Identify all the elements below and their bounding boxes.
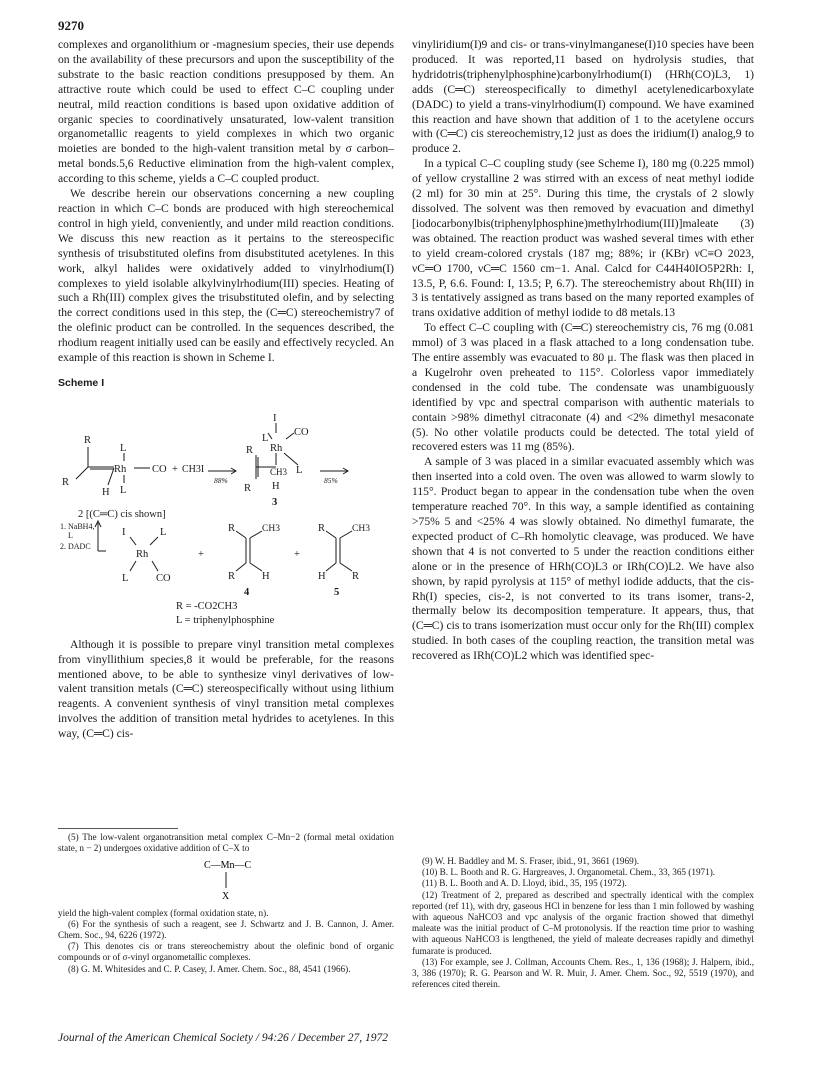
- svg-text:CH3: CH3: [262, 523, 280, 534]
- svg-text:L = triphenylphosphine: L = triphenylphosphine: [176, 614, 275, 626]
- svg-text:Rh: Rh: [136, 548, 149, 560]
- svg-text:R = -CO2CH3: R = -CO2CH3: [176, 600, 238, 612]
- paragraph: To effect C–C coupling with (C═C) stereochemistry cis, 76 mg (0.081 mmol) of 3 was placed in a flask attached to a long condensation tube. The entire assembly was evacuated to 80 μ. The flask was then placed in a Kugelrohr oven preheated to 115°. Colorless vapor immediately condensed in the cold tube. The condensate was unambiguously identified by vpc and spectral comparison with authentic materials to contain >98% dimethyl citraconate (4) and <2% dimethyl mesaconate (5). No other volatile products could be detected. The total yield of recovered esters was 11 mg (85%).: [412, 321, 754, 454]
- footnote: (6) For the synthesis of such a reagent, see J. Schwartz and J. B. Cannon, J. Amer. Chem. Soc., 94, 6226 (1972).: [58, 918, 394, 941]
- paragraph: We describe herein our observations concerning a new coupling reaction in which C–C bonds are produced with high stereochemical control in high yield, conveniently, and under mild reaction conditions. We discuss this new reaction as it pertains to the stereospecific synthesis of trisubstituted olefins from disubstituted acetylenes. In this work, alkyl halides were oxidatively added to vinylrhodium(I) complexes to yield isolable alkylvinylrhodium(III) species. Heating of such a Rh(III) complex gives the trisubstituted olefin, and by selecting the correct conditions used in this step, the (C═C) stereochemistry7 of the olefinic product can be controlled. In the sequences described, the rhodium reagent initially used can be easily and effectively recycled. An example of this reaction is shown in Scheme I.: [58, 187, 394, 365]
- svg-text:L: L: [296, 464, 303, 476]
- footnote: (11) B. L. Booth and A. D. Lloyd, ibid., 35, 195 (1972).: [422, 878, 627, 889]
- paragraph: A sample of 3 was placed in a similar evacuated assembly which was then inserted into a cold oven. The oven was allowed to warm slowly to 115°. Product began to appear in the condensation tube when the oven temperature reached 70°. In this way, a sample identified as containing >75% 5 and <25% 4 was slowly obtained. No dimethyl fumarate, the expected product of C–Rh homolytic cleavage, was produced. We have shown that 4 is not converted to 5 under the reaction conditions either alone or in the presence of HRh(CO)L3 or IRh(CO)L2. We have also shown, by rapid pyrolysis at 115° of methyl iodide adducts, that the cis-Rh(I) species, cis-2, is not converted to its trans isomer, trans-2, thermally below its decomposition temperature. It appears, thus, that (C═C) cis to trans isomerization must occur only for the Rh(III) complex studied. In both cases of the coupling reaction, the transition metal was recovered as IRh(CO)L2 which was identified spec-: [412, 455, 754, 663]
- cmx-diagram: [58, 854, 394, 904]
- footnote: (10) B. L. Booth and R. G. Hargreaves, J. Organometal. Chem., 33, 365 (1971).: [422, 867, 716, 878]
- paragraph: Although it is possible to prepare vinyl transition metal complexes from vinyllithium species,8 it would be preferable, for the reasons mentioned above, to be able to synthesize vinyl derivatives of low-valent transition metals (C═C) stereospecifically without using lithium reagents. A convenient synthesis of vinyl transition metal complexes involves the addition of transition metal hydrides to acetylenes. In this way, (C═C) cis-: [58, 637, 394, 741]
- svg-text:4: 4: [244, 586, 250, 598]
- footnote: (7) This denotes cis or trans stereochemistry about the olefinic bond of organic compounds or of σ-vinyl organometallic complexes.: [58, 941, 394, 963]
- scheme-diagram: [58, 395, 394, 627]
- footnote-divider: [58, 828, 178, 829]
- svg-text:H: H: [272, 480, 280, 492]
- svg-text:+: +: [172, 463, 178, 475]
- svg-text:R: R: [228, 522, 236, 534]
- svg-text:+: +: [198, 548, 204, 560]
- svg-text:I: I: [122, 526, 126, 538]
- svg-text:2 [(C═C) cis shown]: 2 [(C═C) cis shown]: [78, 508, 166, 520]
- svg-text:H: H: [262, 570, 270, 582]
- svg-text:R: R: [244, 482, 252, 494]
- right-footnotes: [412, 856, 754, 990]
- paragraph: In a typical C–C coupling study (see Scheme I), 180 mg (0.225 mmol) of yellow crystalline 2 was stirred with an excess of neat methyl iodide (2 ml) for 30 min at 25°. During this time, the crystals of 2 slowly dissolved. The solvent was then removed by evacuation and dimethyl [iodocarbonylbis(triphenylphosphine)methylrhodium(III)]maleate (3) was obtained. The reaction product was washed several times with ether to yield cream-colored crystals (187 mg; 88%; ir (KBr) νC≡O 2023, νC═O 1700, νC═C 1560 cm−1. Anal. Calcd for C44H40IO5P2Rh: I, 13.5, P, 6.6. Found: I, 13.5; P, 6.7). The stereochemistry about Rh(III) in 3 is tentatively assigned as trans based on the many reported examples of trans oxidative addition of methyl iodide to d8 metals.13: [412, 157, 754, 320]
- svg-text:R: R: [352, 570, 360, 582]
- svg-text:85%: 85%: [324, 475, 338, 485]
- svg-text:X: X: [222, 891, 230, 903]
- svg-text:CH3I: CH3I: [182, 463, 205, 475]
- svg-text:H: H: [318, 570, 326, 582]
- svg-text:CO: CO: [152, 463, 167, 475]
- footnote: (8) G. M. Whitesides and C. P. Casey, J. Amer. Chem. Soc., 88, 4541 (1966).: [68, 963, 351, 974]
- paragraph: vinyliridium(I)9 and cis- or trans-vinylmanganese(I)10 species have been produced. It was reported,11 based on hydrolysis studies, that hydridotris(triphenylphosphine)carbonylrhodium(I) (HRh(CO)L3, 1) adds (C═C) stereospecifically to dimethyl acetylenedicarboxylate (DADC) to yield a trans-vinylrhodium(I) compound. We have examined this reaction and have shown that addition of 1 to the acetylene occurs with (C═C) cis stereochemistry,12 just as does the iridium(I) analog,9 to produce 2.: [412, 38, 754, 156]
- footnote: (5) The low-valent organotransition metal complex C–Mn−2 (formal metal oxidation state, n − 2) undergoes oxidative addition of C–X to: [58, 832, 394, 854]
- svg-text:H: H: [102, 486, 110, 498]
- right-column: [412, 38, 754, 664]
- svg-text:5: 5: [334, 586, 340, 598]
- svg-text:3: 3: [272, 496, 278, 508]
- page-number: 9270: [58, 18, 84, 33]
- svg-text:R: R: [318, 522, 326, 534]
- svg-text:88%: 88%: [214, 475, 228, 485]
- svg-text:2. DADC: 2. DADC: [60, 541, 91, 551]
- svg-text:+: +: [294, 548, 300, 560]
- svg-text:CO: CO: [156, 572, 171, 584]
- footnote: (13) For example, see J. Collman, Accounts Chem. Res., 1, 136 (1968); J. Halpern, ibid., 3, 386 (1970); R. G. Pearson and W. R. Muir, J. Amer. Chem. Soc., 92, 5519 (1970), and references cited therein.: [412, 956, 754, 990]
- footnote: yield the high-valent complex (formal oxidation state, n).: [58, 907, 269, 918]
- svg-text:CH3: CH3: [270, 466, 288, 477]
- svg-text:1. NaBH4,: 1. NaBH4,: [60, 521, 95, 531]
- svg-text:I: I: [273, 412, 277, 424]
- scheme-title: Scheme I: [58, 376, 105, 389]
- svg-text:L: L: [120, 484, 127, 496]
- svg-text:L: L: [262, 432, 269, 444]
- svg-text:L: L: [122, 572, 129, 584]
- svg-text:R: R: [246, 444, 254, 456]
- paragraph: complexes and organolithium or -magnesium species, their use depends on the availability of these precursors and upon the susceptibility of the substrate to the basic reaction conditions presupposed by them. An attractive route which could be used to effect C–C coupling under neutral, mild reaction conditions is based upon oxidative addition of organic species to coordinatively unsaturated, low-valent transition organometallic reagents to yield complexes in which two organic moieties are bonded to the high-valent transition metal by σ carbon–metal bonds.5,6 Reductive elimination from the high-valent complex, according to this scheme, yields a C–C coupled product.: [58, 38, 394, 186]
- footnote: (9) W. H. Baddley and M. S. Fraser, ibid., 91, 3661 (1969).: [422, 856, 640, 866]
- svg-text:CO: CO: [294, 426, 309, 438]
- svg-text:Rh: Rh: [114, 463, 127, 475]
- svg-text:R: R: [228, 570, 236, 582]
- footnote: (12) Treatment of 2, prepared as described and spectrally identical with the complex reported (ref 11), with dry, gaseous HCl in benzene for less than 1 min followed by washing with aqueous NaHCO3 and vpc analysis of the organic fraction showed that dimethyl maleate was the initial product of C–M protonolysis. If the reaction time prior to washing with aqueous NaHCO3 is lengthened, the yield of maleate decreases rapidly and dimethyl fumarate is produced.: [412, 889, 754, 956]
- svg-text:CH3: CH3: [352, 523, 370, 534]
- svg-text:R: R: [62, 476, 70, 488]
- svg-text:R: R: [84, 434, 92, 446]
- svg-text:C—Mn—C: C—Mn—C: [204, 860, 252, 872]
- svg-text:L: L: [160, 526, 167, 538]
- svg-text:L: L: [68, 530, 73, 540]
- svg-text:L: L: [120, 442, 127, 454]
- left-footnotes: [58, 832, 394, 975]
- left-column: [58, 38, 394, 742]
- svg-text:Rh: Rh: [270, 442, 283, 454]
- journal-footer: Journal of the American Chemical Society / 94:26 / December 27, 1972: [58, 1032, 389, 1044]
